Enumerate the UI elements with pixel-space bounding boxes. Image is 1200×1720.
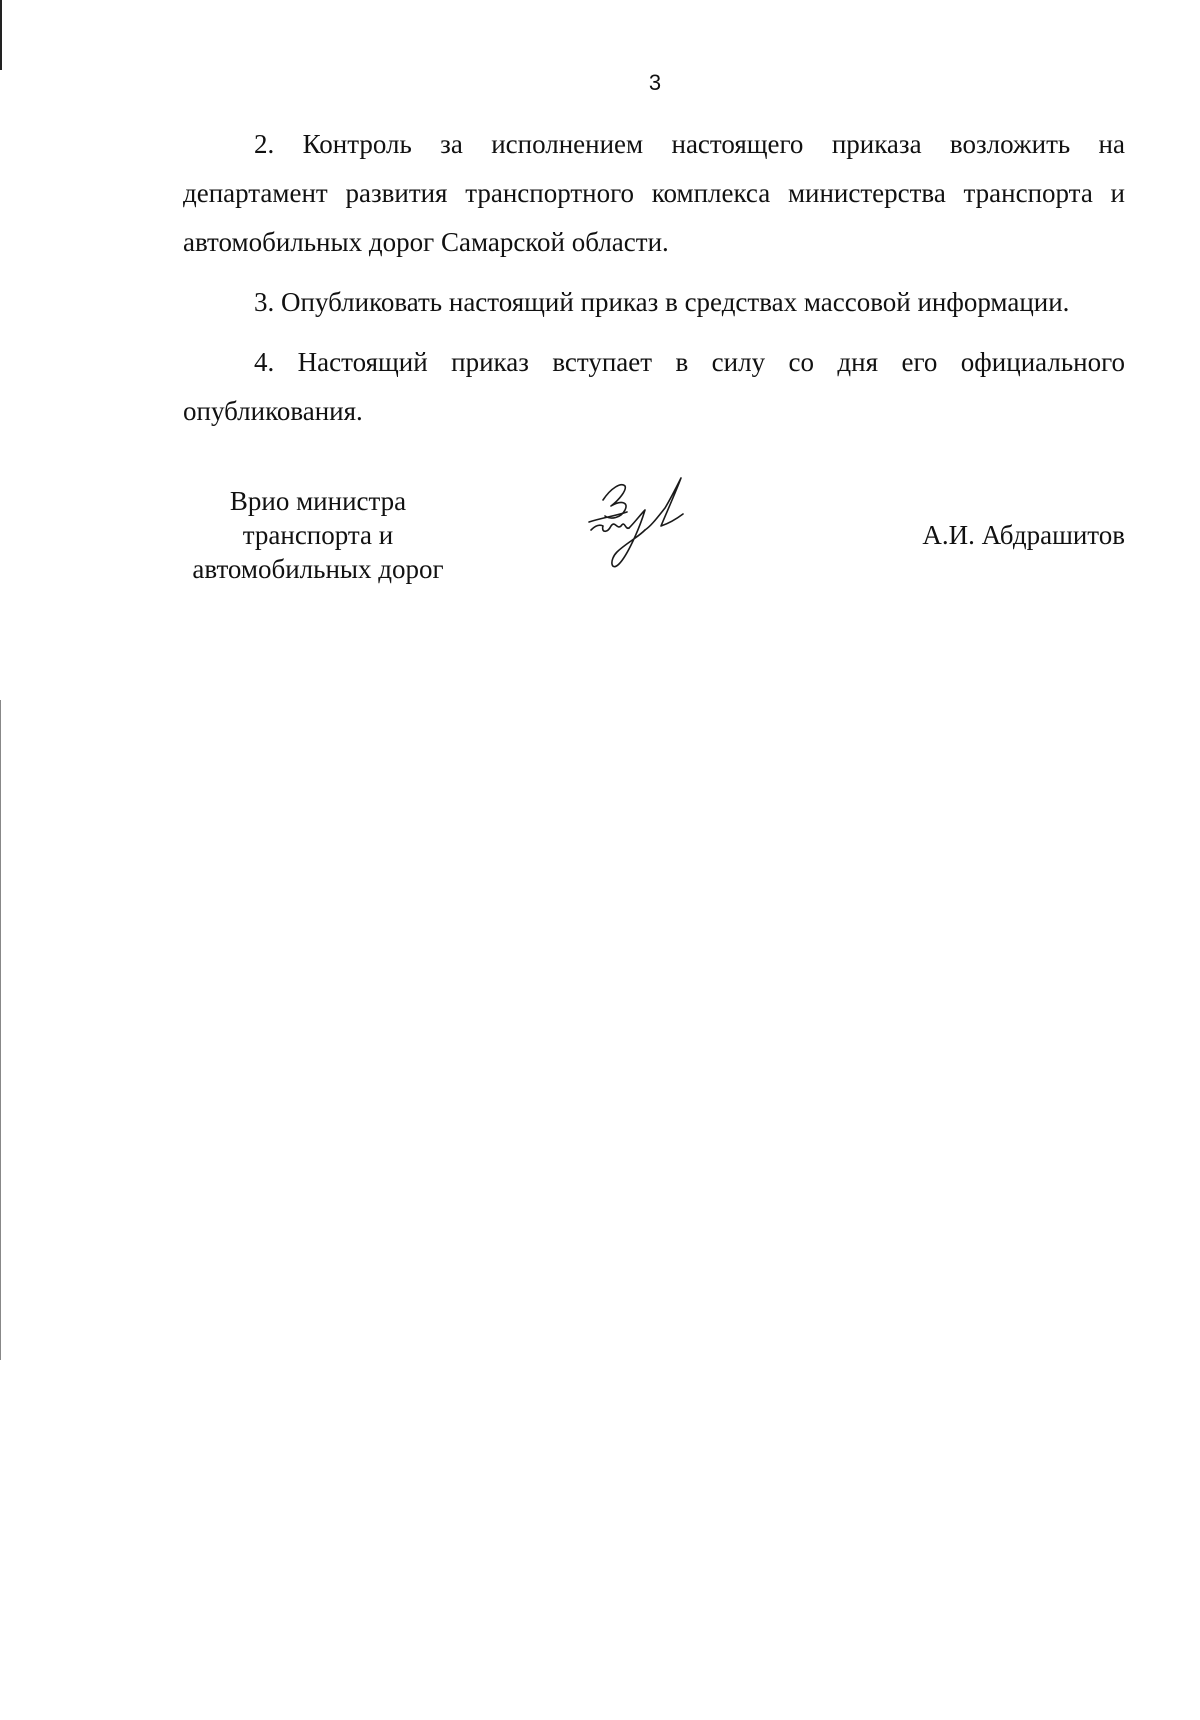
scan-edge-mark <box>0 0 2 70</box>
signer-title <box>183 484 453 586</box>
paragraph-publish: 3. Опубликовать настоящий приказ в средствах массовой информации. <box>254 287 1070 317</box>
paragraph-control: 2. Контроль за исполнением настоящего приказа возложить на департамент развития транспортного комплекса министерства транспорта и автомобильных дорог Самарской области. <box>183 129 1125 257</box>
signer-title-line: Врио министра <box>229 486 407 516</box>
paragraph-effective: 4. Настоящий приказ вступает в силу со дня его официального опубликования. <box>183 347 1125 426</box>
signer-name: А.И. Абдрашитов <box>922 520 1125 550</box>
signer-title-line: транспорта и <box>242 520 394 550</box>
signature-block <box>183 484 1125 594</box>
scan-edge-mark <box>0 700 1 1360</box>
document-body <box>183 120 1125 436</box>
page-number: 3 <box>648 70 662 95</box>
signer-title-line: автомобильных дорог <box>192 554 444 584</box>
handwritten-signature-icon <box>581 460 691 585</box>
